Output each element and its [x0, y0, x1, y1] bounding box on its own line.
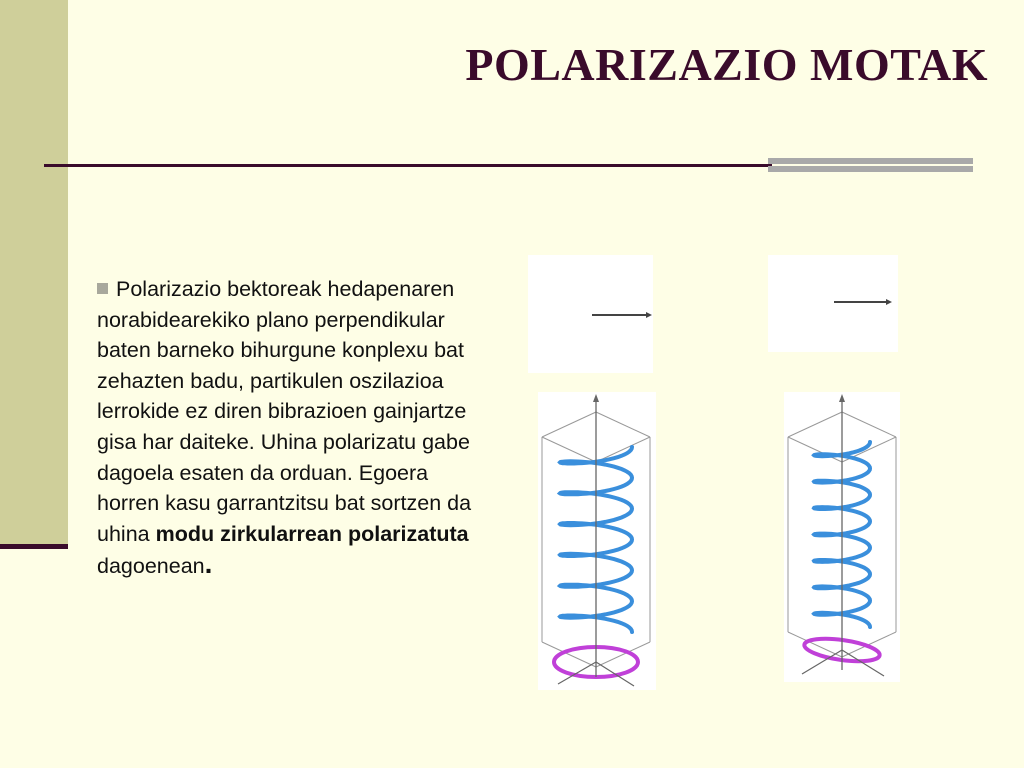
arrow-figure-left — [528, 255, 653, 373]
axis-box-edge — [788, 412, 842, 437]
body-text-plain: Polarizazio bektoreak hedapenaren norabidearekiko plano perpendikular baten barneko bihurgune konplexu bat zehazten badu, partikulen oszilazioa lerrokide ez diren bibrazioen gainjartze gisa har daiteke. Uhina polarizatu gabe dagoela esaten da orduan. Egoera horren kasu garrantzitsu bat sortzen da uhina — [97, 277, 472, 546]
bullet-square-icon — [97, 283, 108, 294]
left-decorative-band — [0, 0, 68, 545]
title-underline — [44, 164, 772, 167]
circular-helix-svg — [538, 392, 656, 690]
arrow-svg-left — [528, 255, 653, 373]
transverse-axis — [802, 650, 842, 674]
body-text-end: . — [204, 548, 213, 580]
axis-arrowhead — [593, 394, 599, 402]
elliptical-helix-figure — [784, 392, 900, 682]
slide-title: POLARIZAZIO MOTAK — [465, 39, 988, 90]
body-text-bold: modu zirkularrean polarizatuta — [155, 521, 469, 546]
body-text-tail: dagoenean — [97, 554, 205, 579]
left-accent-bar — [0, 544, 68, 549]
circular-helix-figure — [538, 392, 656, 690]
arrow-figure-right — [768, 255, 898, 352]
title-underline-grey-accent — [768, 158, 973, 178]
axis-box-edge — [596, 437, 650, 462]
elliptical-helix-svg — [784, 392, 900, 682]
axis-box-edge — [596, 412, 650, 437]
transverse-axis — [596, 662, 634, 686]
axis-arrowhead — [839, 394, 845, 402]
bullet-paragraph — [97, 274, 477, 582]
axis-box-edge — [842, 412, 896, 437]
axis-box-edge — [542, 437, 596, 462]
axis-box-edge — [788, 437, 842, 462]
arrow-svg-right — [768, 255, 898, 352]
axis-box-edge — [542, 412, 596, 437]
